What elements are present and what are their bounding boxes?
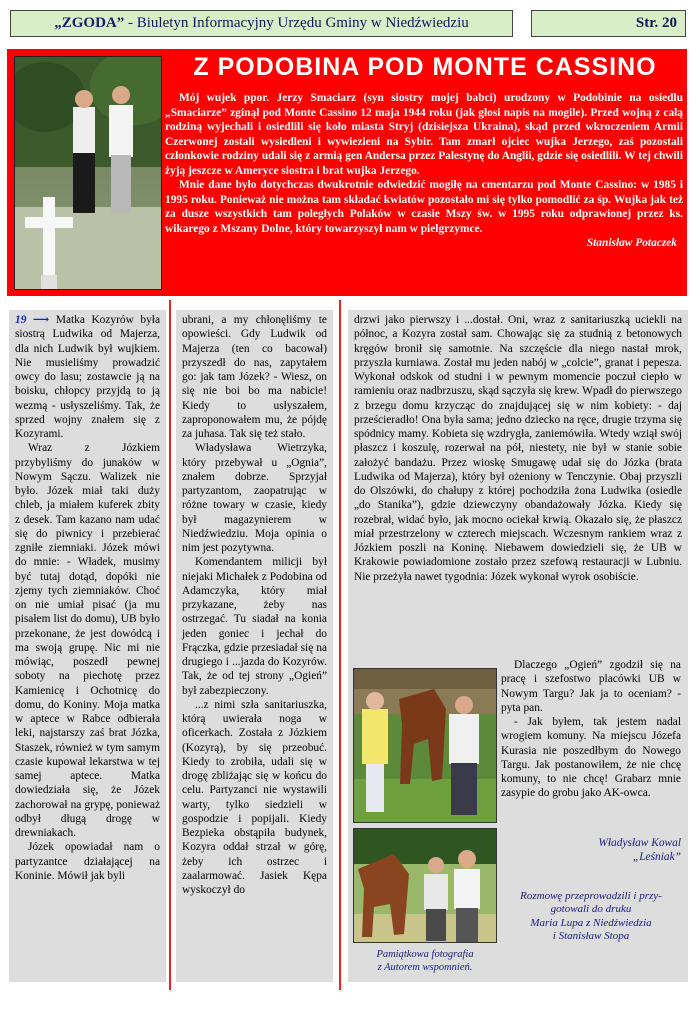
intro-paragraph-2-text: Mnie dane było dotychczas dwukrotnie odwiedzić mogiłę na cmentarzu pod Monte Cassino: w 1985 i 1995 roku. Ponieważ nie można tam składać kwiatów pozostało mi się tylko pomodlić za śp. Wujka jak też za dusze wszystkich tam poległych Polaków w czasie Mszy św. w 1995 roku odprawionej przez ks. wikarego z Mszany Dolne, który towarzyszył nam w pielgrzymce. (165, 179, 683, 235)
author-signature (501, 836, 681, 864)
intro-signature: Stanisław Potaczek (586, 237, 677, 249)
header-title-bold: „ZGODA” (54, 15, 125, 31)
intro-paragraph-1: Mój wujek ppor. Jerzy Smaciarz (syn siostry mojej babci) urodzony w Podobinie na osiedlu „Smaciarze” zginął pod Monte Cassino 12 maja 1944 roku (jak głosi napis na mogile). Przed wojną z całą rodziną wyjechali i osiedlili się koło miasta Stryj (dzisiejsza Ukraina), skąd przed wkroczeniem Armii Czerwonej zostali wysiedleni i wywiezieni na Sybir. Tam zmarł ojciec wujka Jerzego, zaś pozostali członkowie rodziny udali się z armią gen Andersa przez Palestynę do Anglii, gdzie się osiedlili. W tej chwili żyją jeszcze w Ameryce siostra i brat wujka Jerzego. (165, 92, 683, 177)
photo-horse-couple (353, 668, 497, 823)
page-number: Str. 20 (531, 10, 686, 37)
column-1 (9, 310, 166, 982)
column-separator-1 (169, 300, 171, 990)
col3-paragraph-1: drzwi jako pierwszy i ...dostał. Oni, wraz z sanitariuszką uciekli na północ, a Kozyra został sam. Chowając się za studnią z betonowych kręgów bronił się samotnie. Na szczęście dla niego nastał mrok, przyszła kurniawa. Został mu jeden nabój w „colcie”, granat i pepesza. Wykonał odskok od studni i w pewnym momencie poczuł ciepło w ramieniu oraz nadbrzuszu, skąd sączyła się krew. Wpadł do pierwszego z brzegu domu krzycząc do znajdującej się w nim kobiety: - daj prześcieradło! Ona była sama; jedno dziecko na ręce, drugie trzyma się spódnicy mamy. Kobieta się wzdrygła, zaniemówiła. Wtedy wziął swój płaszcz i koszulę, rozerwał na pół, niestety, nie był w stanie sobie założyć bandażu. Przez wioskę Smugawę udał się do Józka (brata Ludwika od Majerza), który był ożeniony w Tenczynie. Obaj przyszli do Olszówki, do chałupy z której pochodziła żona Ludwika (osiedle „do Stanika”), gdzie dziewczyny obandażowały Józka. Kiedy się rozebrał, widać było, jak mocno ociekał krwią. Okazało się, że płaszcz miał przestrzelony w czterech miejscach. Wczesnym rankiem wraz z Józkiem poszli na Koninę. Niebawem dowiedzieli się, że UB w Krakowie powiadomione zostało przez szefową restauracji w Lubniu. Nie przeżyła nawet tygodnia: Józek wykonał wyrok osobiście. (354, 314, 682, 583)
author-alias: „Leśniak” (632, 851, 681, 863)
header-title (10, 10, 513, 37)
column-separator-2 (339, 300, 341, 990)
col1-paragraph-1-text: Matka Kozyrów była siostrą Ludwika od Majerza, dla nich Ludwik był wujkiem. Nie musieliśmy prowadzić owcy do lasu; zostawcie ją na boisku, chłopcy przyjdą to ją wezmą - usłyszeliśmy. Tak, że sprzed wojny znałem się z Kozyrami. (15, 314, 160, 440)
interview-credits (501, 890, 681, 943)
credits-line-3: Maria Lupa z Niedźwiedzia (530, 916, 652, 929)
credits-line-4: i Stanisław Stopa (552, 929, 630, 942)
photo-horse-man (353, 828, 497, 943)
col1-paragraph-3: Józek opowiadał nam o partyzantce działającej na Koninie. Mówił jak byli (15, 841, 160, 882)
photo-caption (353, 948, 497, 974)
header-title-rest: - Biuletyn Informacyjny Urzędu Gminy w Niedźwiedziu (124, 15, 469, 31)
article-title: Z PODOBINA POD MONTE CASSINO (193, 53, 657, 81)
grave-photo-image (15, 57, 162, 290)
col1-paragraph-2: Wraz z Józkiem przybyliśmy do junaków w Nowym Sączu. Walizek nie było. Józek miał taki duży chleb, ja miałem kuferek zbity z desek. Tam kazano nam udać się do piwnicy i przebierać zgniłe ziemniaki. Józek mówi do mnie: - Władek, musimy być tutaj dotąd, dopóki nie zjemy tych ziemniaków. Choć on nie umiał pisać (ja mu pisałem list do domu), UB było przekonane, że jest dowódcą i ma swoją grupę. Nic mi nie mówiąc, poszedł pewnej soboty na piechotę przez Kamienicę i Ochotnicę do domu, do Koniny. Moja matka w aptece w Rabce odbierała leki, najstarszy zaś brat Józka, Staszek, również w tym samym czasie kupował lekarstwa w tej samej aptece. Matka dowiedziała się, że Józek zachorował na grypę, ponieważ odbył długą drogę w drewniakach. (15, 442, 160, 839)
photo-horse-couple-image (354, 669, 497, 823)
col3-paragraph-3: - Jak byłem, tak jestem nadal wrogiem komuny. Na miejscu Józefa Kurasia nie poszedłbym do Nowego Targu. Jak postanowiłem, że nie chcę komuny, to nie chcę! Grabarz mnie zasypie do grobu jako AK-owca. (501, 716, 681, 800)
col1-paragraph-1 (15, 313, 160, 441)
col2-paragraph-4: ...z nimi szła sanitariuszka, którą uwierała noga w oficerkach. Została z Józkiem (Kozyrą), by się przeobuć. Kiedy to zrobiła, udali się w drogę zbliżając się w końcu do celu. Partyzanci nie wystawili warty, tylko siedzieli w gospodzie i popijali. Kiedy Bezpieka obstąpiła budynek, Kozyra oddał strzał w górę, żeby ich ostrzec i zaalarmować. Jasiek Kępa wyskoczył do (182, 698, 327, 896)
grave-photo (14, 56, 162, 290)
photo-horse-man-image (354, 829, 497, 943)
credits-line-1: Rozmowę przeprowadzili i przy- (520, 890, 662, 902)
col2-paragraph-1: ubrani, a my chłonęliśmy te opowieści. Gdy Ludwik od Majerza (ten co bacował) przyszedł do nas, zapytałem go: jak tam Józek? - Wiesz, on się nie boi bo ma nabicie! Kiedy to usłyszałem, zaproponowałem mu, że pójdę za juhasa. Tak się też stało. (182, 314, 327, 440)
column-2 (176, 310, 333, 982)
arrow-right-icon: ⟶ (26, 314, 56, 326)
col3-paragraph-2: Dlaczego „Ogień” zgodził się na pracę i szefostwo placówki UB w Nowym Targu? Jak ja to oceniam? - pyta pan. (501, 659, 681, 714)
article-intro (165, 91, 683, 251)
column-3-right (501, 658, 681, 801)
caption-line-1: Pamiątkowa fotografia (376, 949, 474, 960)
article-intro-box (7, 49, 687, 296)
col2-paragraph-3: Komendantem milicji był niejaki Michałek z Podobina od Adamczyka, który miał przykazane, żeby nas ostrzegać. Tu siadał na konia jeden goniec i jechał do Frączka, gdzie przesiadał się na drugiego i ...jazda do Kozyrów. Tak, że od tej strony „Ogień” był zabezpieczony. (182, 556, 327, 697)
author-name: Władysław Kowal (598, 837, 681, 849)
credits-line-2: gotowali do druku (550, 903, 632, 916)
part-number: 19 (15, 314, 27, 326)
caption-line-2: z Autorem wspomnień. (377, 962, 473, 973)
intro-paragraph-2 (165, 178, 683, 251)
col2-paragraph-2: Władysława Wietrzyka, który przebywał u „Ognia”, znałem dobrze. Sprzyjał partyzantom, zaopatrując w różne towary w czasie, kiedy był magazynierem w Niedźwiedziu. Moja opinia o nim jest pozytywna. (182, 442, 327, 554)
